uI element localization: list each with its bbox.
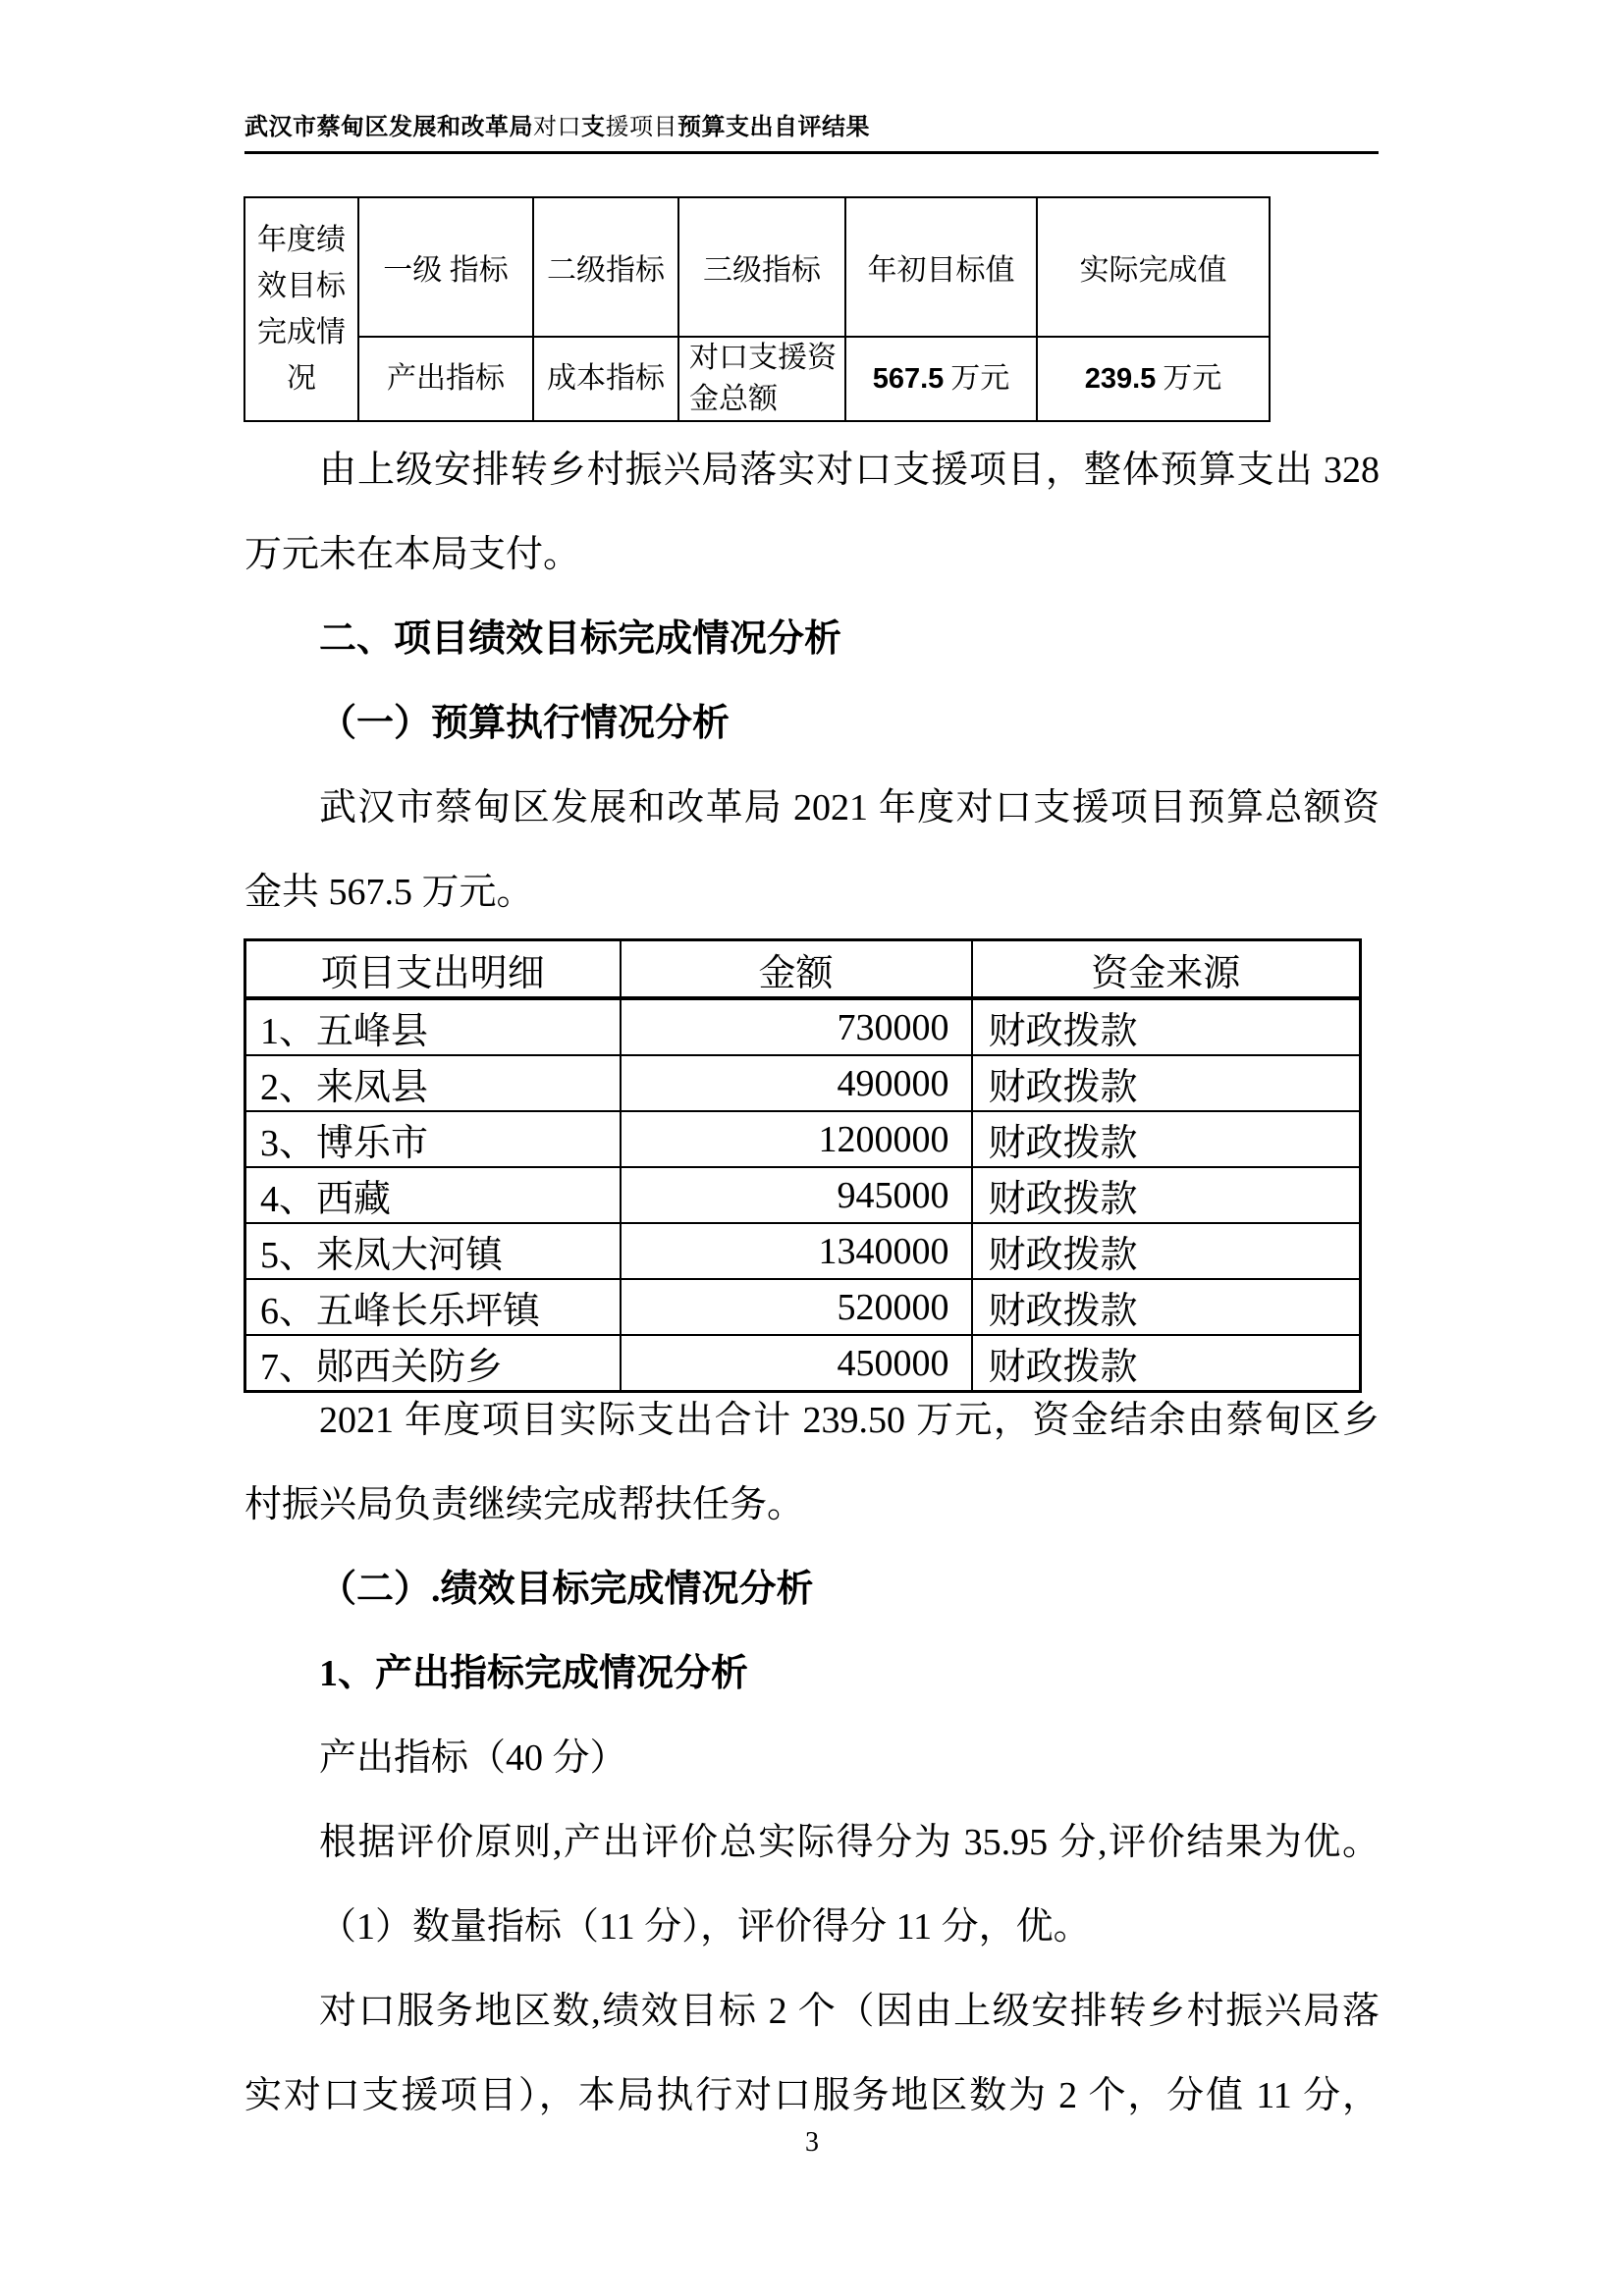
header-title-segment: 对口 xyxy=(533,115,581,140)
row-header-cell: 年度绩效目标完成情况 xyxy=(244,197,358,421)
paragraph-line: 由上级安排转乡村振兴局落实对口支援项目，整体预算支出 328 xyxy=(319,450,1380,491)
table-row xyxy=(245,1223,1361,1279)
header-title-segment: 支 xyxy=(581,115,606,140)
expense-source-cell: 财政拨款 xyxy=(972,1055,1361,1111)
paragraph-line: 产出指标（40 分） xyxy=(319,1737,627,1779)
expense-amount-cell: 490000 xyxy=(621,1055,972,1111)
paragraph-line: 武汉市蔡甸区发展和改革局 2021 年度对口支援项目预算总额资 xyxy=(319,787,1380,828)
target-value-number: 567.5 xyxy=(872,363,945,395)
expense-item-cell: 2、来凤县 xyxy=(245,1055,621,1111)
annual-performance-table xyxy=(244,196,1271,422)
body-text-block-1 xyxy=(244,428,1380,934)
expense-source-cell: 财政拨款 xyxy=(972,1167,1361,1223)
indicator-level2-cell: 成本指标 xyxy=(533,337,678,421)
table-row xyxy=(245,1167,1361,1223)
header-title-segment: 武汉市蔡甸区发展和改革局 xyxy=(244,115,533,140)
expense-detail-table xyxy=(244,938,1362,1393)
paragraph-line: 金共 567.5 万元。 xyxy=(244,872,534,913)
paragraph-line: （1）数量指标（11 分），评价得分 11 分，优。 xyxy=(319,1906,1091,1948)
expense-col-header-source: 资金来源 xyxy=(972,940,1361,999)
header-title-segment: 预算支出自评结果 xyxy=(677,115,870,140)
expense-amount-cell: 450000 xyxy=(621,1335,972,1392)
expense-source-cell: 财政拨款 xyxy=(972,998,1361,1055)
expense-source-cell: 财政拨款 xyxy=(972,1111,1361,1167)
table-row xyxy=(245,1111,1361,1167)
column-header-actual: 实际完成值 xyxy=(1037,197,1270,337)
target-value-unit: 万元 xyxy=(950,362,1010,395)
subsection-heading-performance: （二）.绩效目标完成情况分析 xyxy=(319,1569,814,1610)
paragraph-line: 对口服务地区数,绩效目标 2 个（因由上级安排转乡村振兴局落 xyxy=(319,1991,1380,2032)
expense-item-cell: 5、来凤大河镇 xyxy=(245,1223,621,1279)
column-header-level2: 二级指标 xyxy=(533,197,678,337)
paragraph-line: 根据评价原则,产出评价总实际得分为 35.95 分,评价结果为优。 xyxy=(319,1822,1380,1863)
expense-amount-cell: 730000 xyxy=(621,998,972,1055)
actual-value-unit: 万元 xyxy=(1163,362,1222,395)
column-header-level3: 三级指标 xyxy=(678,197,845,337)
actual-value-cell xyxy=(1037,337,1270,421)
column-header-level1: 一级 指标 xyxy=(358,197,533,337)
expense-item-cell: 4、西藏 xyxy=(245,1167,621,1223)
paragraph-line: 村振兴局负责继续完成帮扶任务。 xyxy=(244,1484,805,1525)
expense-source-cell: 财政拨款 xyxy=(972,1223,1361,1279)
expense-item-cell: 6、五峰长乐坪镇 xyxy=(245,1279,621,1335)
subsection-heading-output: 1、产出指标完成情况分析 xyxy=(319,1653,749,1694)
header-title-segment: 援项目 xyxy=(605,115,677,140)
section-heading-2: 二、项目绩效目标完成情况分析 xyxy=(319,618,842,660)
expense-col-header-amount: 金额 xyxy=(621,940,972,999)
column-header-target: 年初目标值 xyxy=(845,197,1037,337)
paragraph-line: 2021 年度项目实际支出合计 239.50 万元，资金结余由蔡甸区乡 xyxy=(319,1400,1380,1441)
expense-item-cell: 7、郧西关防乡 xyxy=(245,1335,621,1392)
expense-amount-cell: 945000 xyxy=(621,1167,972,1223)
indicator-level3-cell: 对口支援资金总额 xyxy=(678,337,845,421)
expense-item-cell: 1、五峰县 xyxy=(245,998,621,1055)
expense-amount-cell: 1200000 xyxy=(621,1111,972,1167)
table-row xyxy=(245,998,1361,1055)
paragraph-line: 实对口支援项目），本局执行对口服务地区数为 2 个，分值 11 分， xyxy=(244,2075,1380,2116)
table-row xyxy=(245,1279,1361,1335)
table-row xyxy=(245,1055,1361,1111)
document-header xyxy=(244,112,1379,154)
body-text-block-2 xyxy=(244,1378,1380,2138)
target-value-cell xyxy=(845,337,1037,421)
expense-amount-cell: 520000 xyxy=(621,1279,972,1335)
page-number: 3 xyxy=(805,2127,819,2158)
expense-source-cell: 财政拨款 xyxy=(972,1279,1361,1335)
indicator-level1-cell: 产出指标 xyxy=(358,337,533,421)
expense-item-cell: 3、博乐市 xyxy=(245,1111,621,1167)
expense-col-header-item: 项目支出明细 xyxy=(245,940,621,999)
expense-amount-cell: 1340000 xyxy=(621,1223,972,1279)
paragraph-line: 万元未在本局支付。 xyxy=(244,534,581,575)
subsection-heading-budget: （一）预算执行情况分析 xyxy=(319,703,731,744)
actual-value-number: 239.5 xyxy=(1084,363,1157,395)
expense-source-cell: 财政拨款 xyxy=(972,1335,1361,1392)
